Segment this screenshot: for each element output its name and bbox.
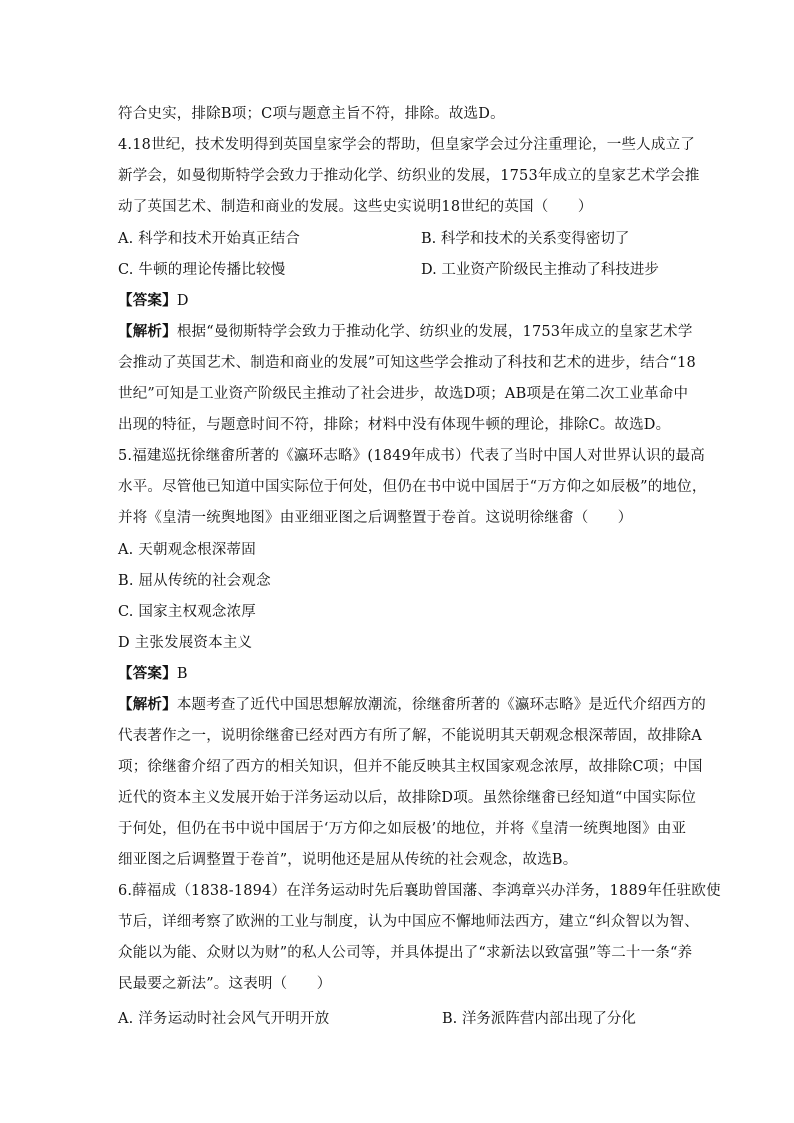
question-6-stem: 众能以为能、众财以为财”的私人公司等，并具体提出了“求新法以致富强”等二十一条“养 bbox=[118, 945, 693, 961]
question-4-stem: 新学会，如曼彻斯特学会致力于推动化学、纺织业的发展，1753年成立的皇家艺术学会推 bbox=[118, 168, 700, 184]
text-line: 符合史实，排除B项；C项与题意主旨不符，排除。故选D。 bbox=[118, 106, 505, 122]
option-d: D 主张发展资本主义 bbox=[118, 635, 253, 651]
question-4-stem: 动了英国艺术、制造和商业的发展。这些史实说明18世纪的英国（ ） bbox=[118, 199, 593, 215]
analysis-text: 代表著作之一，说明徐继畬已经对西方有所了解，不能说明其天朝观念根深蒂固，故排除A bbox=[118, 728, 702, 744]
option-a: A. 洋务运动时社会风气开明开放 bbox=[118, 1011, 330, 1027]
analysis-label: 【解析】 bbox=[118, 696, 177, 713]
option-c: C. 牛顿的理论传播比较慢 bbox=[118, 262, 286, 278]
question-6-stem: 民最要之新法”。这表明（ ） bbox=[118, 976, 332, 992]
option-a: A. 天朝观念根深蒂固 bbox=[118, 542, 256, 558]
question-4-stem: 4.18世纪，技术发明得到英国皇家学会的帮助，但皇家学会过分注重理论，一些人成立了 bbox=[118, 137, 695, 153]
question-5-stem: 水平。尽管他已知道中国实际位于何处，但仍在书中说中国居于“万方仰之如辰极”的地位， bbox=[118, 479, 707, 495]
analysis-line bbox=[118, 695, 706, 715]
option-d: D. 工业资产阶级民主推动了科技进步 bbox=[421, 262, 659, 278]
analysis-text: 世纪”可知是工业资产阶级民主推动了社会进步，故选D项；AB项是在第二次工业革命中 bbox=[118, 386, 689, 402]
analysis-text: 近代的资本主义发展开始于洋务运动以后，故排除D项。虽然徐继畬已经知道“中国实际位 bbox=[118, 790, 697, 806]
option-a: A. 科学和技术开始真正结合 bbox=[118, 231, 300, 247]
question-6-stem: 6.薛福成（1838-1894）在洋务运动时先后襄助曾国藩、李鸿章兴办洋务，1889年任驻欧使 bbox=[118, 883, 721, 899]
answer-label: 【答案】 bbox=[118, 292, 177, 309]
analysis-text: 根据“曼彻斯特学会致力于推动化学、纺织业的发展，1753年成立的皇家艺术学 bbox=[176, 324, 693, 340]
option-b: B. 屈从传统的社会观念 bbox=[118, 573, 271, 589]
analysis-text: 本题考查了近代中国思想解放潮流，徐继畬所著的《瀛环志略》是近代介绍西方的 bbox=[176, 697, 707, 713]
question-5-stem: 并将《皇清一统舆地图》由亚细亚图之后调整置于卷首。这说明徐继畬（ ） bbox=[118, 510, 633, 526]
question-5-stem: 5.福建巡抚徐继畬所著的《瀛环志略》(1849年成书）代表了当时中国人对世界认识的最高 bbox=[118, 448, 705, 464]
answer-value: D bbox=[176, 293, 189, 309]
answer-line bbox=[118, 664, 188, 684]
answer-label: 【答案】 bbox=[118, 665, 177, 682]
answer-line bbox=[118, 291, 189, 311]
question-6-stem: 节后，详细考察了欧洲的工业与制度，认为中国应不懈地师法西方，建立“纠众智以为智、 bbox=[118, 914, 699, 930]
option-b: B. 洋务派阵营内部出现了分化 bbox=[442, 1011, 636, 1027]
analysis-label: 【解析】 bbox=[118, 323, 177, 340]
option-c: C. 国家主权观念浓厚 bbox=[118, 604, 256, 620]
analysis-text: 项；徐继畬介绍了西方的相关知识，但并不能反映其主权国家观念浓厚，故排除C项；中国 bbox=[118, 759, 703, 775]
analysis-text: 出现的特征，与题意时间不符，排除；材料中没有体现牛顿的理论，排除C。故选D。 bbox=[118, 417, 671, 433]
analysis-text: 细亚图之后调整置于卷首”，说明他还是屈从传统的社会观念，故选B。 bbox=[118, 852, 578, 868]
analysis-text: 会推动了英国艺术、制造和商业的发展”可知这些学会推动了科技和艺术的进步，结合“18 bbox=[118, 355, 696, 371]
answer-value: B bbox=[176, 666, 188, 682]
analysis-line bbox=[118, 322, 693, 342]
analysis-text: 于何处，但仍在书中说中国居于‘万方仰之如辰极’的地位，并将《皇清一统舆地图》由亚 bbox=[118, 821, 687, 837]
option-b: B. 科学和技术的关系变得密切了 bbox=[421, 231, 630, 247]
